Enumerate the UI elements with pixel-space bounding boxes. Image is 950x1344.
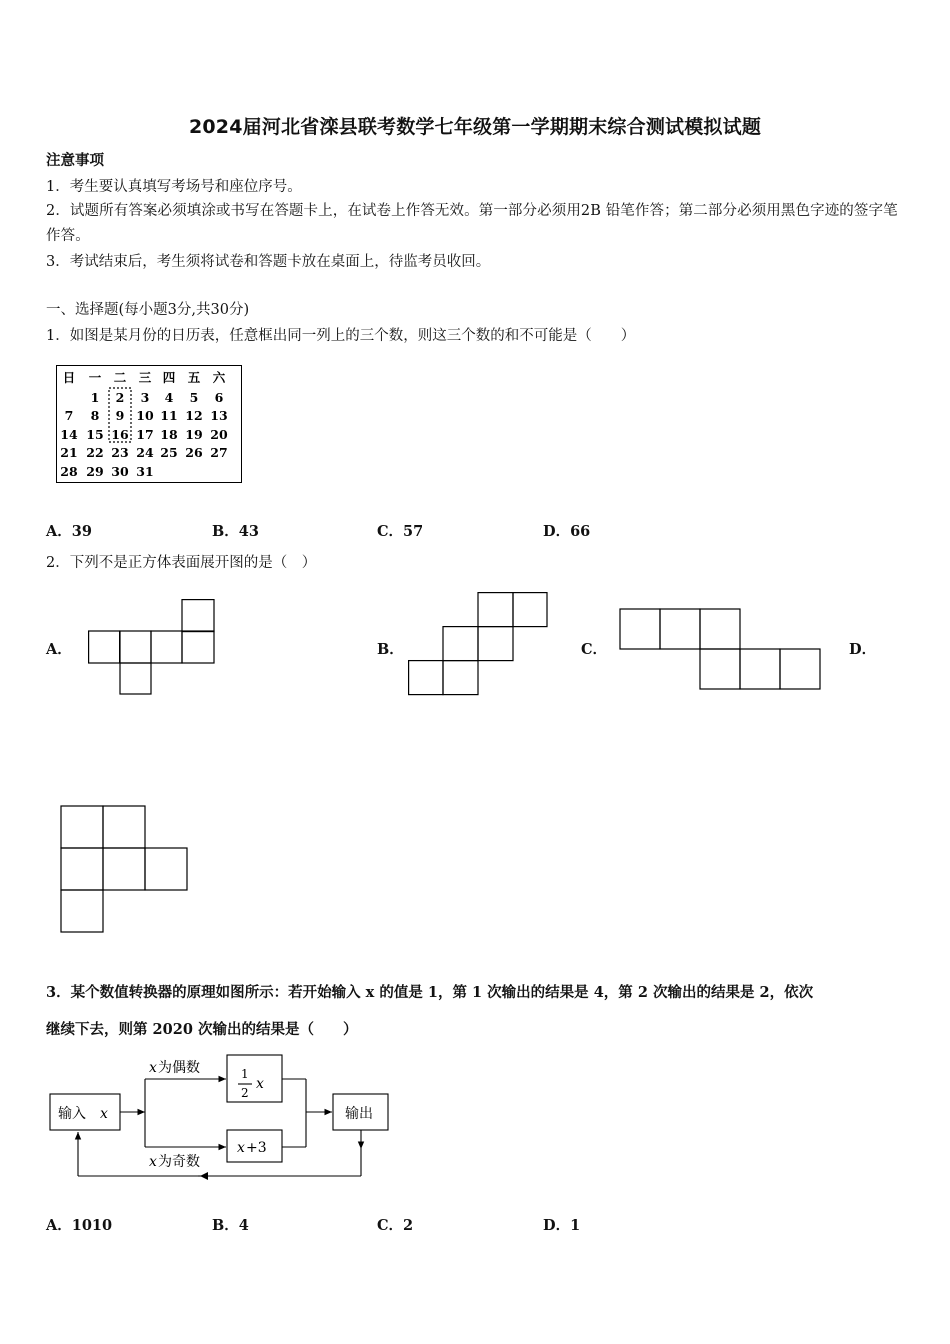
calendar-day-cell: 15 bbox=[86, 427, 104, 442]
q3-stem-line2: 继续下去，则第 2020 次输出的结果是（ ） bbox=[46, 1021, 358, 1038]
calendar-day-cell: 20 bbox=[210, 427, 228, 442]
calendar-header-cell: 六 bbox=[212, 370, 226, 385]
calendar-day-cell: 18 bbox=[160, 427, 178, 442]
flow-odd-text: 为奇数 bbox=[158, 1154, 200, 1170]
q2-net-a[interactable] bbox=[88, 599, 218, 696]
calendar-day-cell: 9 bbox=[115, 408, 125, 423]
calendar-day-cell: 5 bbox=[189, 390, 199, 405]
q2-label-c[interactable]: C． bbox=[581, 641, 608, 658]
calendar-day-cell: 1 bbox=[90, 390, 100, 405]
q2-label-b[interactable]: B． bbox=[377, 641, 404, 658]
section-heading: 一、选择题(每小题3分,共30分) bbox=[46, 302, 250, 318]
notice-item-2: 2．试题所有答案必须填涂或书写在答题卡上，在试卷上作答无效。第一部分必须用2B 铅笔作答；第二部分必须用黑色字迹的签字笔作答。 bbox=[46, 203, 898, 244]
calendar-header-cell: 三 bbox=[138, 370, 152, 385]
q2-net-d[interactable] bbox=[60, 805, 190, 935]
q3-option-b[interactable]: B．4 bbox=[212, 1217, 249, 1234]
calendar-day-cell: 21 bbox=[60, 445, 78, 460]
notice-item-3: 3．考试结束后，考生须将试卷和答题卡放在桌面上，待监考员收回。 bbox=[46, 254, 491, 270]
calendar-day-cell: 16 bbox=[111, 427, 129, 442]
calendar-header-cell: 日 bbox=[62, 370, 76, 385]
calendar-day-cell: 6 bbox=[214, 390, 224, 405]
flow-input-label: 输入 bbox=[58, 1106, 86, 1122]
notice-heading: 注意事项 bbox=[46, 152, 104, 169]
calendar-day-cell: 7 bbox=[64, 408, 74, 423]
calendar-day-cell: 3 bbox=[140, 390, 150, 405]
calendar-day-cell: 29 bbox=[86, 464, 104, 479]
calendar-day-cell: 19 bbox=[185, 427, 203, 442]
page-title: 2024届河北省滦县联考数学七年级第一学期期末综合测试模拟试题 bbox=[188, 116, 762, 138]
calendar-day-cell: 11 bbox=[160, 408, 178, 423]
q2-label-a[interactable]: A． bbox=[46, 641, 72, 658]
calendar-header-cell: 五 bbox=[187, 370, 201, 385]
calendar-day-cell: 30 bbox=[111, 464, 129, 479]
flow-even-var: x bbox=[149, 1060, 157, 1076]
q1-option-d[interactable]: D．66 bbox=[543, 523, 591, 540]
q3-flowchart bbox=[48, 1052, 393, 1187]
flow-output-label: 输出 bbox=[345, 1106, 373, 1122]
q2-stem: 2．下列不是正方体表面展开图的是（ ） bbox=[46, 555, 317, 571]
calendar-day-cell: 8 bbox=[90, 408, 100, 423]
q2-label-d[interactable]: D． bbox=[849, 641, 877, 658]
calendar-day-cell: 17 bbox=[136, 427, 154, 442]
q3-stem-line1: 3．某个数值转换器的原理如图所示：若开始输入 x 的值是 1，第 1 次输出的结果是 4，第 2 次输出的结果是 2，依次 bbox=[46, 984, 814, 1001]
flow-half-box bbox=[227, 1055, 282, 1102]
calendar-header-cell: 四 bbox=[162, 370, 176, 385]
calendar-day-cell: 10 bbox=[136, 408, 154, 423]
q3-option-d[interactable]: D．1 bbox=[543, 1217, 581, 1234]
flow-even-text: 为偶数 bbox=[158, 1060, 200, 1076]
q1-option-b[interactable]: B．43 bbox=[212, 523, 259, 540]
calendar-day-cell: 4 bbox=[164, 390, 174, 405]
q2-net-c[interactable] bbox=[619, 608, 823, 692]
calendar-day-cell: 13 bbox=[210, 408, 228, 423]
calendar-day-cell: 2 bbox=[115, 390, 125, 405]
q1-option-c[interactable]: C．57 bbox=[377, 523, 424, 540]
flow-input-var: x bbox=[100, 1106, 108, 1122]
calendar-day-cell: 31 bbox=[136, 464, 154, 479]
q1-option-a[interactable]: A．39 bbox=[46, 523, 92, 540]
calendar-day-cell: 23 bbox=[111, 445, 129, 460]
q2-net-b[interactable] bbox=[408, 592, 550, 697]
calendar-header-cell: 一 bbox=[88, 370, 102, 385]
flow-plus3-text: +3 bbox=[246, 1140, 267, 1156]
calendar-header-cell: 二 bbox=[113, 370, 127, 385]
flow-half-numerator: 1 bbox=[241, 1067, 249, 1081]
flow-half-var: x bbox=[256, 1076, 264, 1092]
q1-stem: 1．如图是某月份的日历表，任意框出同一列上的三个数，则这三个数的和不可能是（ ） bbox=[46, 328, 636, 344]
calendar-day-cell: 27 bbox=[210, 445, 228, 460]
q3-option-a[interactable]: A．1010 bbox=[46, 1217, 113, 1234]
flow-odd-var: x bbox=[149, 1154, 157, 1170]
calendar-day-cell: 14 bbox=[60, 427, 78, 442]
q3-option-c[interactable]: C．2 bbox=[377, 1217, 414, 1234]
calendar-day-cell: 25 bbox=[160, 445, 178, 460]
calendar-day-cell: 22 bbox=[86, 445, 104, 460]
flow-half-denominator: 2 bbox=[241, 1086, 249, 1100]
calendar-day-cell: 24 bbox=[136, 445, 154, 460]
calendar-day-cell: 28 bbox=[60, 464, 78, 479]
calendar-figure bbox=[56, 365, 242, 483]
notice-item-1: 1．考生要认真填写考场号和座位序号。 bbox=[46, 179, 302, 195]
flow-plus3-var: x bbox=[237, 1140, 245, 1156]
calendar-day-cell: 26 bbox=[185, 445, 203, 460]
calendar-day-cell: 12 bbox=[185, 408, 203, 423]
